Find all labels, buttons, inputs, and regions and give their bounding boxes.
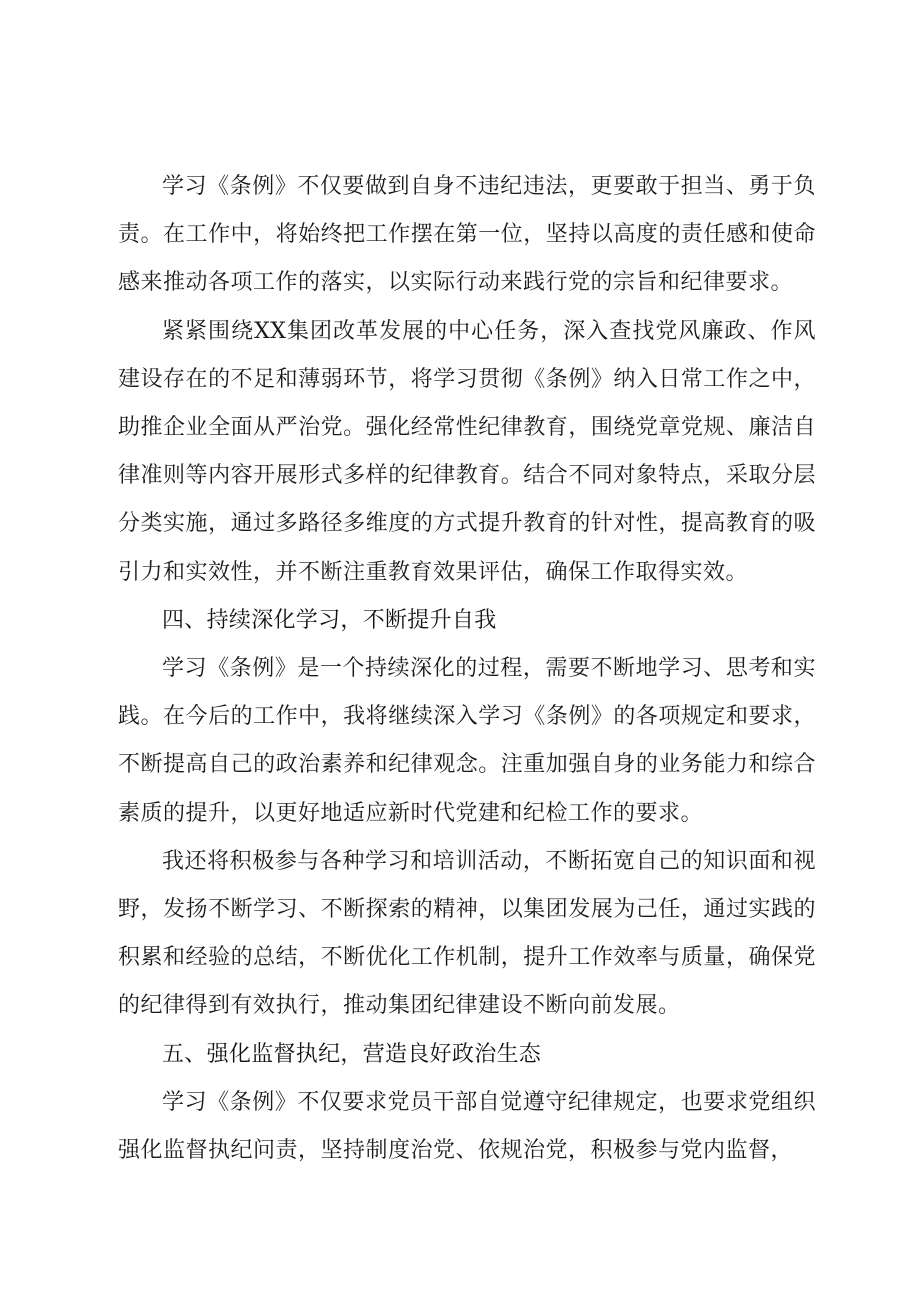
- section-heading-five: 五、强化监督执纪，营造良好政治生态: [162, 1041, 542, 1067]
- paragraph-continuous-learning: 学习《条例》是一个持续深化的过程，需要不断地学习、思考和实践。在今后的工作中，我将继续深入学习《条例》的各项规定和要求，不断提高自己的政治素养和纪律观念。注重加强自身的业务能力和综合素质的提升，以更好地适应新时代党建和纪检工作的要求。: [118, 656, 816, 826]
- document-body: [118, 163, 816, 1175]
- section-heading-four: 四、持续深化学习，不断提升自我: [162, 607, 497, 633]
- paragraph-training-activities: 我还将积极参与各种学习和培训活动，不断拓宽自己的知识面和视野，发扬不断学习、不断探索的精神，以集团发展为己任，通过实践的积累和经验的总结，不断优化工作机制，提升工作效率与质量，确保党的纪律得到有效执行，推动集团纪律建设不断向前发展。: [118, 848, 816, 1019]
- paragraph-self-discipline: 学习《条例》不仅要做到自身不违纪违法，更要敢于担当、勇于负责。在工作中，将始终把工作摆在第一位，坚持以高度的责任感和使命感来推动各项工作的落实，以实际行动来践行党的宗旨和纪律要求。: [118, 174, 816, 296]
- paragraph-group-reform: 紧紧围绕XX集团改革发展的中心任务，深入查找党风廉政、作风建设存在的不足和薄弱环节，将学习贯彻《条例》纳入日常工作之中，助推企业全面从严治党。强化经常性纪律教育，围绕党章党规、廉洁自律准则等内容开展形式多样的纪律教育。结合不同对象特点，采取分层分类实施，通过多路径多维度的方式提升教育的针对性，提高教育的吸引力和实效性，并不断注重教育效果评估，确保工作取得实效。: [118, 318, 816, 585]
- paragraph-supervision: 学习《条例》不仅要求党员干部自觉遵守纪律规定，也要求党组织强化监督执纪问责，坚持制度治党、依规治党，积极参与党内监督，: [118, 1089, 816, 1164]
